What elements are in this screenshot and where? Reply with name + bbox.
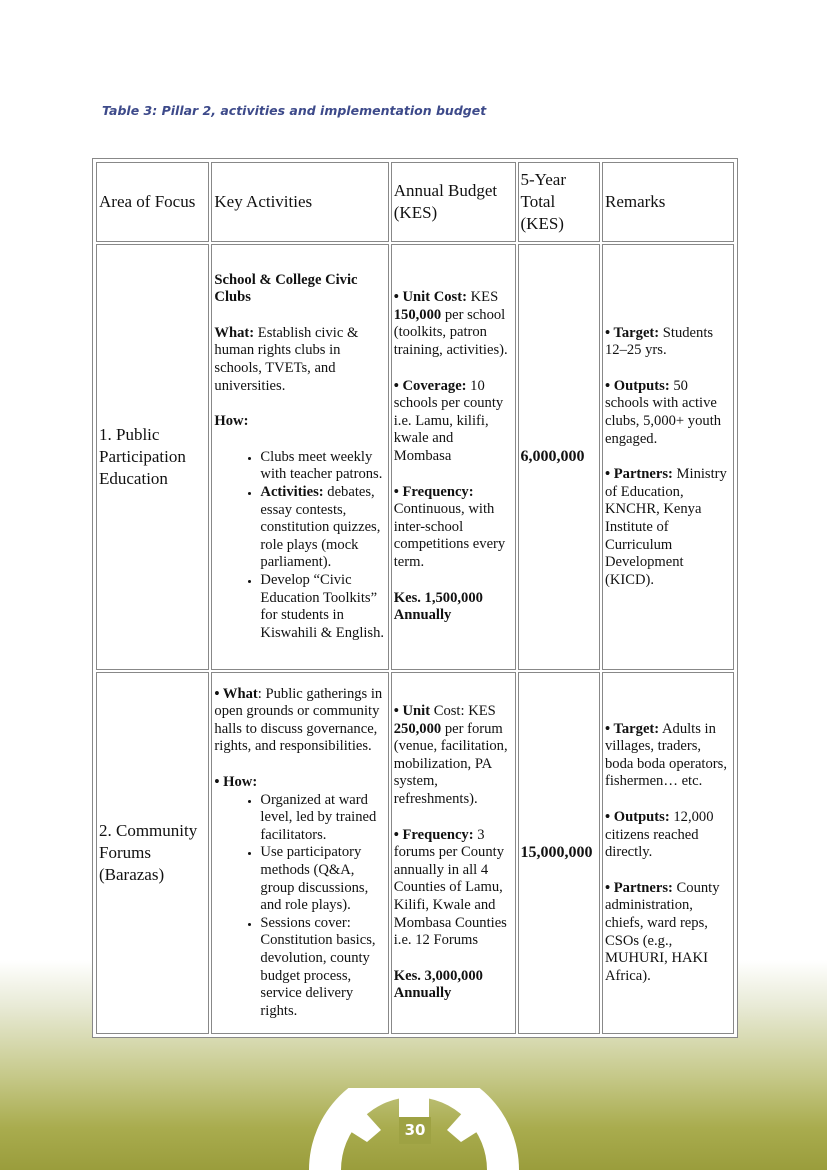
how-list bbox=[214, 792, 385, 1021]
header-remarks: Remarks bbox=[602, 162, 734, 242]
activity-heading: School & College Civic Clubs bbox=[214, 271, 358, 306]
outputs-label: • Outputs: bbox=[604, 809, 670, 826]
coverage-label: • Coverage: bbox=[393, 377, 467, 394]
outputs-label: • Outputs: bbox=[604, 377, 670, 394]
table-row bbox=[96, 244, 734, 670]
budget-cell: • Unit Cost: KES 150,000 per school (toolkits, patron training, activities). • Coverage: 10 schools per county i.e. Lamu, kilifi, kwale and Mombasa • Frequency: Continuous, with inter-school competitions every term. Kes. 1,500,000 Annually bbox=[391, 244, 516, 670]
frequency-label: • Frequency: bbox=[393, 483, 474, 500]
header-key-activities: Key Activities bbox=[211, 162, 388, 242]
list-item: • Develop “Civic Education Toolkits” for students in Kiswahili & English. bbox=[260, 572, 385, 642]
annual-budget-value: Kes. 1,500,000 Annually bbox=[393, 589, 483, 624]
table-row bbox=[96, 672, 734, 1034]
how-label: • How: bbox=[214, 774, 258, 791]
activities-cell bbox=[211, 244, 388, 670]
five-year-total-cell: 6,000,000 bbox=[518, 244, 600, 670]
how-label: How: bbox=[214, 413, 249, 430]
target-label: • Target: bbox=[604, 324, 660, 341]
table-caption: Table 3: Pillar 2, activities and implementation budget bbox=[102, 103, 487, 118]
focus-cell: 1. Public Participation Education bbox=[96, 244, 209, 670]
target-label: • Target: bbox=[604, 720, 660, 737]
list-item: • Organized at ward level, led by trained facilitators. bbox=[260, 792, 385, 845]
what-text: : Public gatherings in open grounds or community halls to discuss governance, rights, and responsibilities. bbox=[214, 685, 383, 755]
header-annual-budget: Annual Budget (KES) bbox=[391, 162, 516, 242]
table-header-row bbox=[96, 162, 734, 242]
unit-cost-amount: 250,000 bbox=[393, 720, 442, 737]
header-five-year-total: 5-Year Total (KES) bbox=[518, 162, 600, 242]
how-list bbox=[214, 449, 385, 643]
budget-cell: • Unit Cost: KES 250,000 per forum (venue, facilitation, mobilization, PA system, refreshments). • Frequency: 3 forums per County annually in all 4 Counties of Lamu, Kilifi, Kwale and Mombasa Counties i.e. 12 Forums Kes. 3,000,000 Annually bbox=[391, 672, 516, 1034]
list-item: • Clubs meet weekly with teacher patrons. bbox=[260, 449, 385, 484]
five-year-total-cell: 15,000,000 bbox=[518, 672, 600, 1034]
partners-label: • Partners: bbox=[604, 466, 673, 483]
focus-cell: 2. Community Forums (Barazas) bbox=[96, 672, 209, 1034]
list-item: • Sessions cover: Constitution basics, devolution, county budget process, service delivery rights. bbox=[260, 915, 385, 1021]
unit-cost-label: • Unit bbox=[393, 703, 431, 720]
budget-table-frame bbox=[92, 158, 738, 1038]
unit-cost-amount: 150,000 bbox=[393, 306, 442, 323]
partners-label: • Partners: bbox=[604, 879, 673, 896]
what-label: What: bbox=[214, 324, 255, 341]
remarks-cell: • Target: Adults in villages, traders, boda boda operators, fishermen… etc. • Outputs: 12,000 citizens reached directly. • Partners: County administration, chiefs, ward reps, CSOs (e.g., MUHURI, HAKI Africa). bbox=[602, 672, 734, 1034]
unit-cost-label: • Unit Cost: bbox=[393, 289, 467, 306]
list-item: • Activities: debates, essay contests, constitution quizzes, role plays (mock parliament). bbox=[260, 484, 385, 572]
remarks-cell: • Target: Students 12–25 yrs. • Outputs: 50 schools with active clubs, 5,000+ youth engaged. • Partners: Ministry of Education, KNCHR, Kenya Institute of Curriculum Development (KICD). bbox=[602, 244, 734, 670]
annual-budget-value: Kes. 3,000,000 Annually bbox=[393, 967, 483, 1002]
frequency-label: • Frequency: bbox=[393, 826, 474, 843]
what-label: • What bbox=[214, 685, 258, 702]
activities-cell bbox=[211, 672, 388, 1034]
header-area-of-focus: Area of Focus bbox=[96, 162, 209, 242]
list-item: • Use participatory methods (Q&A, group discussions, and role plays). bbox=[260, 844, 385, 914]
page-number: 30 bbox=[399, 1117, 431, 1144]
what-text: Establish civic & human rights clubs in schools, TVETs, and universities. bbox=[214, 324, 359, 394]
budget-table bbox=[94, 160, 736, 1036]
